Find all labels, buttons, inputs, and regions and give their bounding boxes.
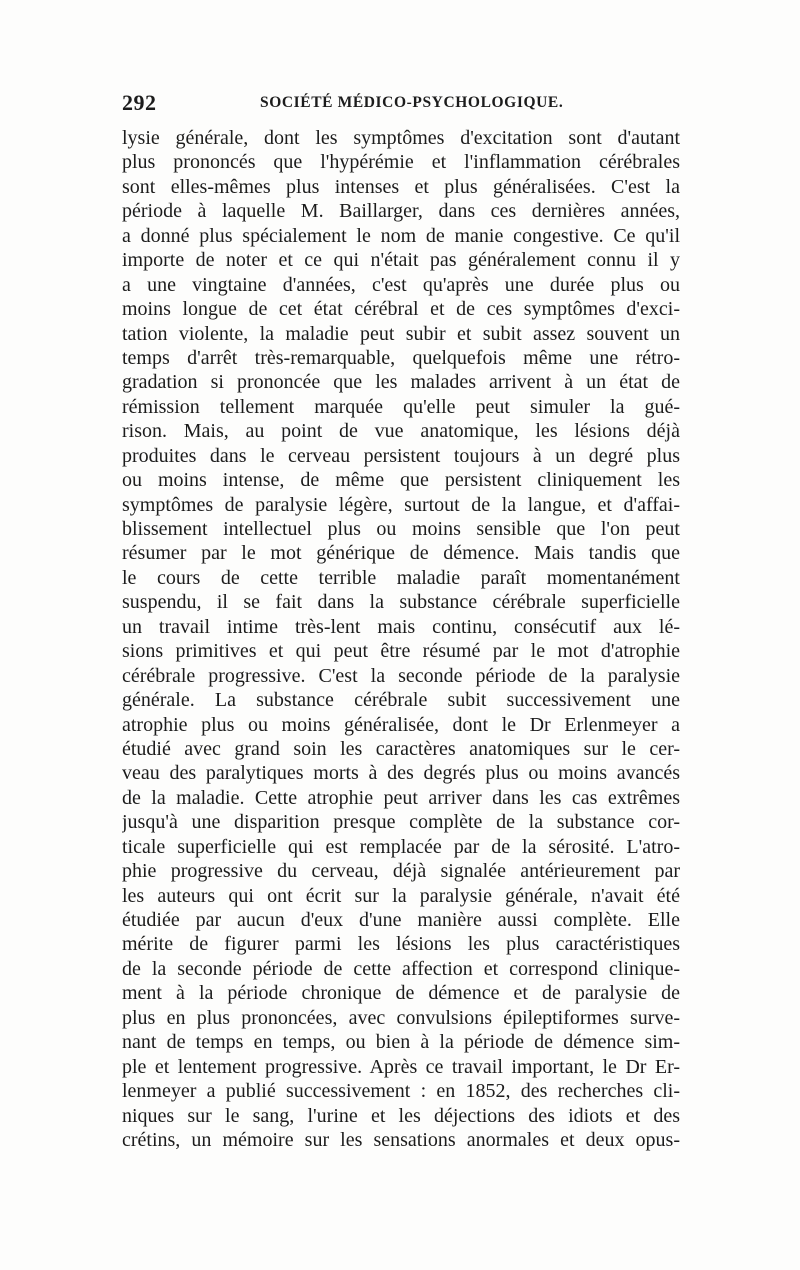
text-line: résumer par le mot générique de démence. Mais tandis que	[122, 542, 680, 565]
text-line: a une vingtaine d'années, c'est qu'après une durée plus ou	[122, 273, 680, 296]
text-line: sions primitives et qui peut être résumé par le mot d'atrophie	[122, 640, 680, 663]
running-header	[122, 90, 682, 118]
text-line: plus en plus prononcées, avec convulsions épileptiformes surve-	[122, 1006, 680, 1029]
text-line: ment à la période chronique de démence et de paralysie de	[122, 982, 680, 1005]
text-line: produites dans le cerveau persistent toujours à un degré plus	[122, 444, 680, 467]
text-line: de la seconde période de cette affection et correspond clinique-	[122, 957, 680, 980]
text-line: jusqu'à une disparition presque complète de la substance cor-	[122, 811, 680, 834]
text-line: atrophie plus ou moins généralisée, dont le Dr Erlenmeyer a	[122, 713, 680, 736]
text-line: plus prononcés que l'hypérémie et l'inflammation cérébrales	[122, 151, 680, 174]
text-line: veau des paralytiques morts à des degrés plus ou moins avancés	[122, 762, 680, 785]
text-line: ticale superficielle qui est remplacée par de la sérosité. L'atro-	[122, 835, 680, 858]
text-line: moins longue de cet état cérébral et de ces symptômes d'exci-	[122, 298, 680, 321]
text-line: le cours de cette terrible maladie paraît momentanément	[122, 566, 680, 589]
text-line: ou moins intense, de même que persistent cliniquement les	[122, 469, 680, 492]
text-line: importe de noter et ce qui n'était pas généralement connu il y	[122, 249, 680, 272]
text-line: sont elles-mêmes plus intenses et plus généralisées. C'est la	[122, 175, 680, 198]
text-line: phie progressive du cerveau, déjà signalée antérieurement par	[122, 860, 680, 883]
text-line: mérite de figurer parmi les lésions les plus caractéristiques	[122, 933, 680, 956]
text-line: nant de temps en temps, ou bien à la période de démence sim-	[122, 1031, 680, 1054]
text-line: étudié avec grand soin les caractères anatomiques sur le cer-	[122, 737, 680, 760]
text-line: niques sur le sang, l'urine et les déjections des idiots et des	[122, 1104, 680, 1127]
text-line: cérébrale progressive. C'est la seconde période de la paralysie	[122, 664, 680, 687]
text-line: étudiée par aucun d'eux d'une manière aussi complète. Elle	[122, 909, 680, 931]
text-line: a donné plus spécialement le nom de manie congestive. Ce qu'il	[122, 224, 680, 247]
text-line: blissement intellectuel plus ou moins sensible que l'on peut	[122, 518, 680, 540]
text-line: suspendu, il se fait dans la substance cérébrale superficielle	[122, 591, 680, 614]
text-line: gradation si prononcée que les malades arrivent à un état de	[122, 371, 680, 394]
text-line: un travail intime très-lent mais continu, consécutif aux lé-	[122, 615, 680, 638]
text-line: de la maladie. Cette atrophie peut arriver dans les cas extrêmes	[122, 786, 680, 809]
text-line: période à laquelle M. Baillarger, dans ces dernières années,	[122, 200, 680, 223]
page-number: 292	[122, 90, 157, 115]
running-title: SOCIÉTÉ MÉDICO-PSYCHOLOGIQUE.	[260, 94, 564, 111]
body-paragraph	[122, 126, 680, 1152]
text-line: temps d'arrêt très-remarquable, quelquefois même une rétro-	[122, 346, 680, 369]
text-line: crétins, un mémoire sur les sensations anormales et deux opus-	[122, 1128, 680, 1151]
text-line: tation violente, la maladie peut subir et subit assez souvent un	[122, 322, 680, 345]
text-line: les auteurs qui ont écrit sur la paralysie générale, n'avait été	[122, 884, 680, 907]
text-line: symptômes de paralysie légère, surtout de la langue, et d'affai-	[122, 493, 680, 516]
text-line: ple et lentement progressive. Après ce travail important, le Dr Er-	[122, 1055, 680, 1078]
text-line: lenmeyer a publié successivement : en 1852, des recherches cli-	[122, 1080, 680, 1103]
text-line: générale. La substance cérébrale subit successivement une	[122, 689, 680, 712]
text-line: lysie générale, dont les symptômes d'excitation sont d'autant	[122, 127, 680, 149]
text-line: rison. Mais, au point de vue anatomique, les lésions déjà	[122, 420, 680, 443]
text-line: rémission tellement marquée qu'elle peut simuler la gué-	[122, 395, 680, 418]
